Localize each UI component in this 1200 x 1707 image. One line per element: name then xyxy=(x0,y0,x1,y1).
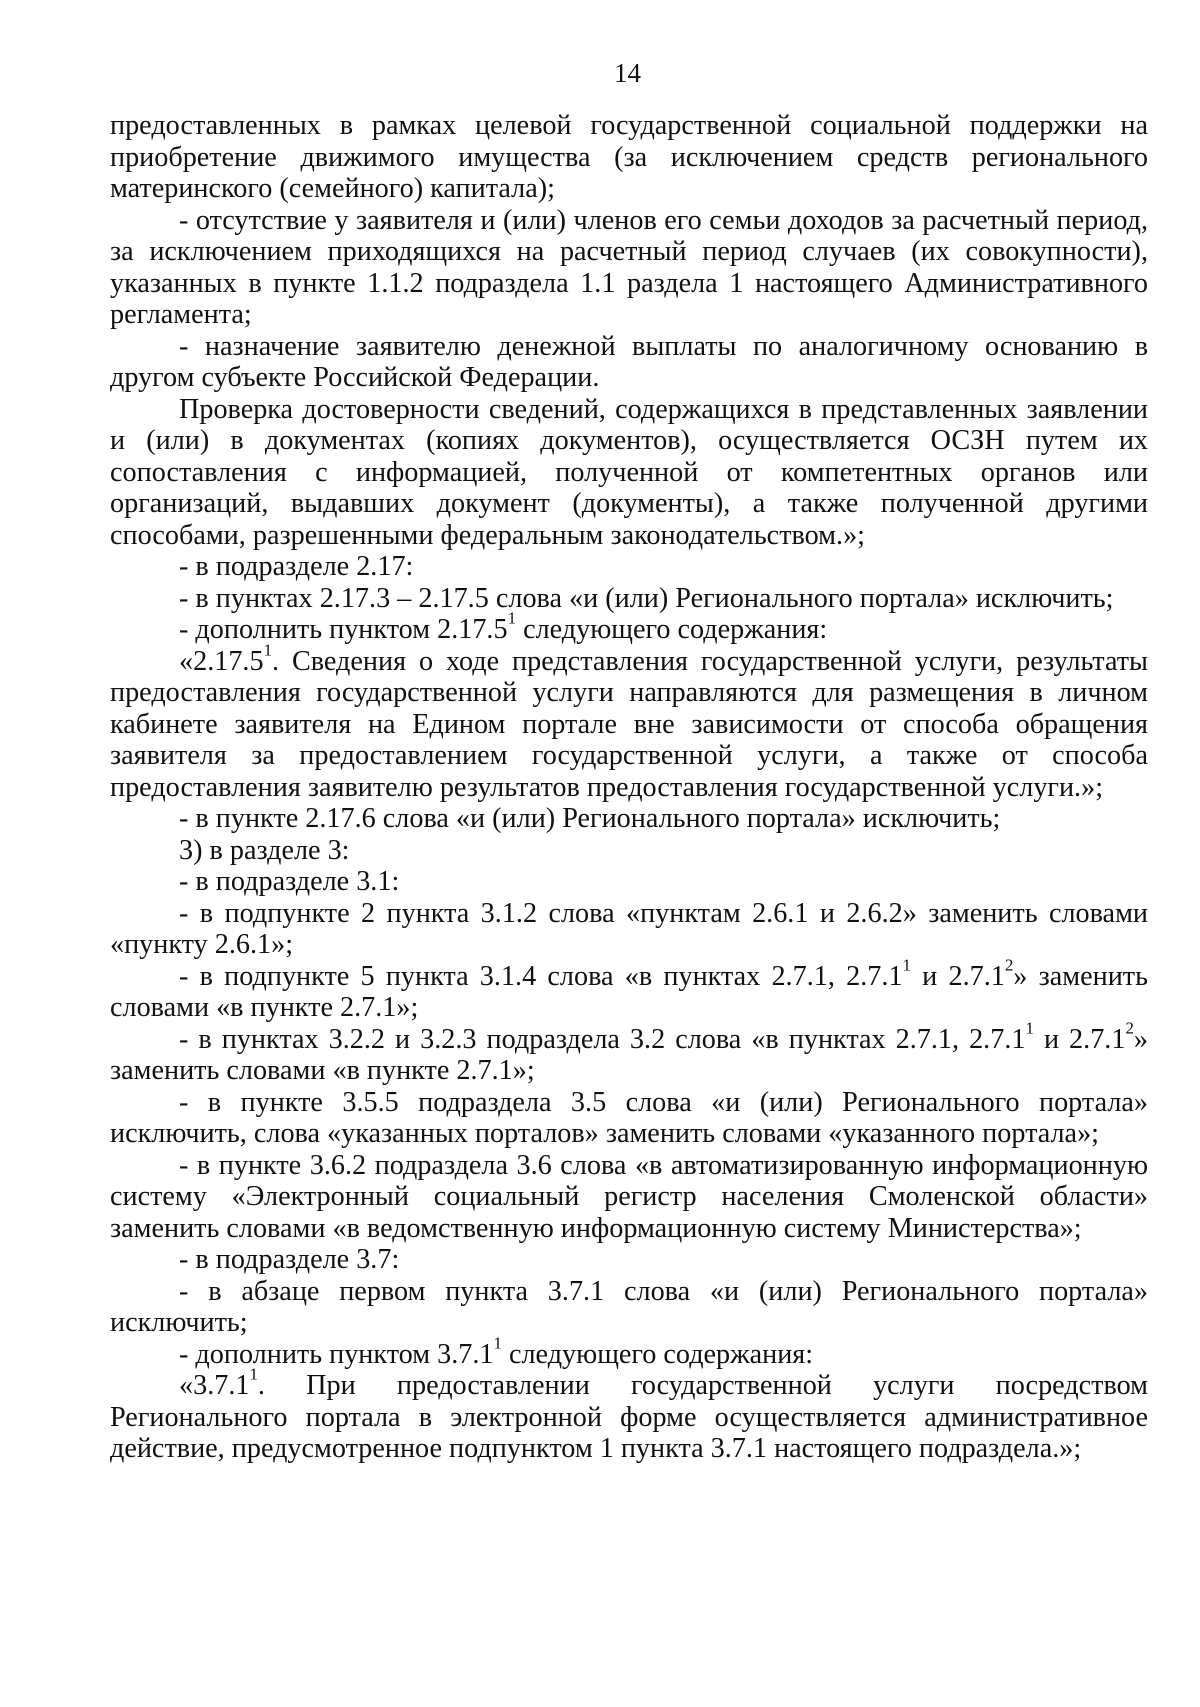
paragraph: - дополнить пунктом 3.7.1$^1$ следующего содержания: xyxy=(179,1333,814,1370)
paragraph: «3.7.1$^1$. При предоставлении государственной услуги посредством Регионального портала в электронной форме осуществляется административное действие, предусмотренное подпунктом 1 пункта 3.7.1 настоящего подраздела.»; xyxy=(110,1364,1148,1464)
paragraph: предоставленных в рамках целевой государственной социальной поддержки на приобретение движимого имущества (за исключением средств регионального материнского (семейного) капитала); xyxy=(110,110,1148,204)
paragraph: - назначение заявителю денежной выплаты по аналогичному основанию в другом субъекте Российской Федерации. xyxy=(110,330,1148,393)
paragraph: - в пунктах 2.17.3 – 2.17.5 слова «и (или) Регионального портала» исключить; xyxy=(179,582,1114,614)
page-number: 14 xyxy=(614,58,641,88)
paragraph: - отсутствие у заявителя и (или) членов его семьи доходов за расчетный период, за исключением приходящихся на расчетный период случаев (их совокупности), указанных в пункте 1.1.2 подраздела 1.1 раздела 1 настоящего Административного регламента; xyxy=(110,204,1148,330)
paragraph: - в пункте 2.17.6 слова «и (или) Регионального портала» исключить; xyxy=(179,803,1001,834)
paragraph: - в пункте 3.6.2 подраздела 3.6 слова «в автоматизированную информационную систему «Электронный социальный регистр населения Смоленской области» заменить словами «в ведомственную информационную систему Министерства»; xyxy=(110,1149,1148,1244)
paragraph: 3) в разделе 3: xyxy=(179,834,350,866)
document-body xyxy=(110,110,1148,1465)
paragraph: - в подпункте 5 пункта 3.1.4 слова «в пунктах 2.7.1, 2.7.1$^1$ и 2.7.1$^2$» заменить словами «в пункте 2.7.1»; xyxy=(110,955,1148,1023)
paragraph: - в абзаце первом пункта 3.7.1 слова «и (или) Регионального портала» исключить; xyxy=(110,1275,1148,1338)
paragraph: - в подразделе 3.1: xyxy=(179,866,400,897)
paragraph: - в подпункте 2 пункта 3.1.2 слова «пунктам 2.6.1 и 2.6.2» заменить словами «пункту 2.6.1»; xyxy=(110,897,1148,960)
paragraph: - в пункте 3.5.5 подраздела 3.5 слова «и (или) Регионального портала» исключить, слова «указанных порталов» заменить словами «указанного портала»; xyxy=(110,1086,1148,1149)
paragraph: - в подразделе 2.17: xyxy=(179,551,414,582)
paragraph: Проверка достоверности сведений, содержащихся в представленных заявлении и (или) в документах (копиях документов), осуществляется ОСЗН путем их сопоставления с информацией, полученной от компетентных органов или организаций, выдавших документ (документы), а также полученной другими способами, разрешенными федеральным законодательством.»; xyxy=(110,393,1148,551)
paragraph: - в пунктах 3.2.2 и 3.2.3 подраздела 3.2 слова «в пунктах 2.7.1, 2.7.1$^1$ и 2.7.1$^2$» заменить словами «в пункте 2.7.1»; xyxy=(110,1018,1148,1086)
paragraph: «2.17.5$^1$. Сведения о ходе представления государственной услуги, результаты предоставления государственной услуги направляются для размещения в личном кабинете заявителя на Едином портале вне зависимости от способа обращения заявителя за предоставлением государственной услуги, а также от способа предоставления заявителю результатов предоставления государственной услуги.»; xyxy=(110,640,1148,803)
paragraph: - дополнить пунктом 2.17.5$^1$ следующего содержания: xyxy=(179,608,828,645)
paragraph: - в подразделе 3.7: xyxy=(179,1244,400,1275)
